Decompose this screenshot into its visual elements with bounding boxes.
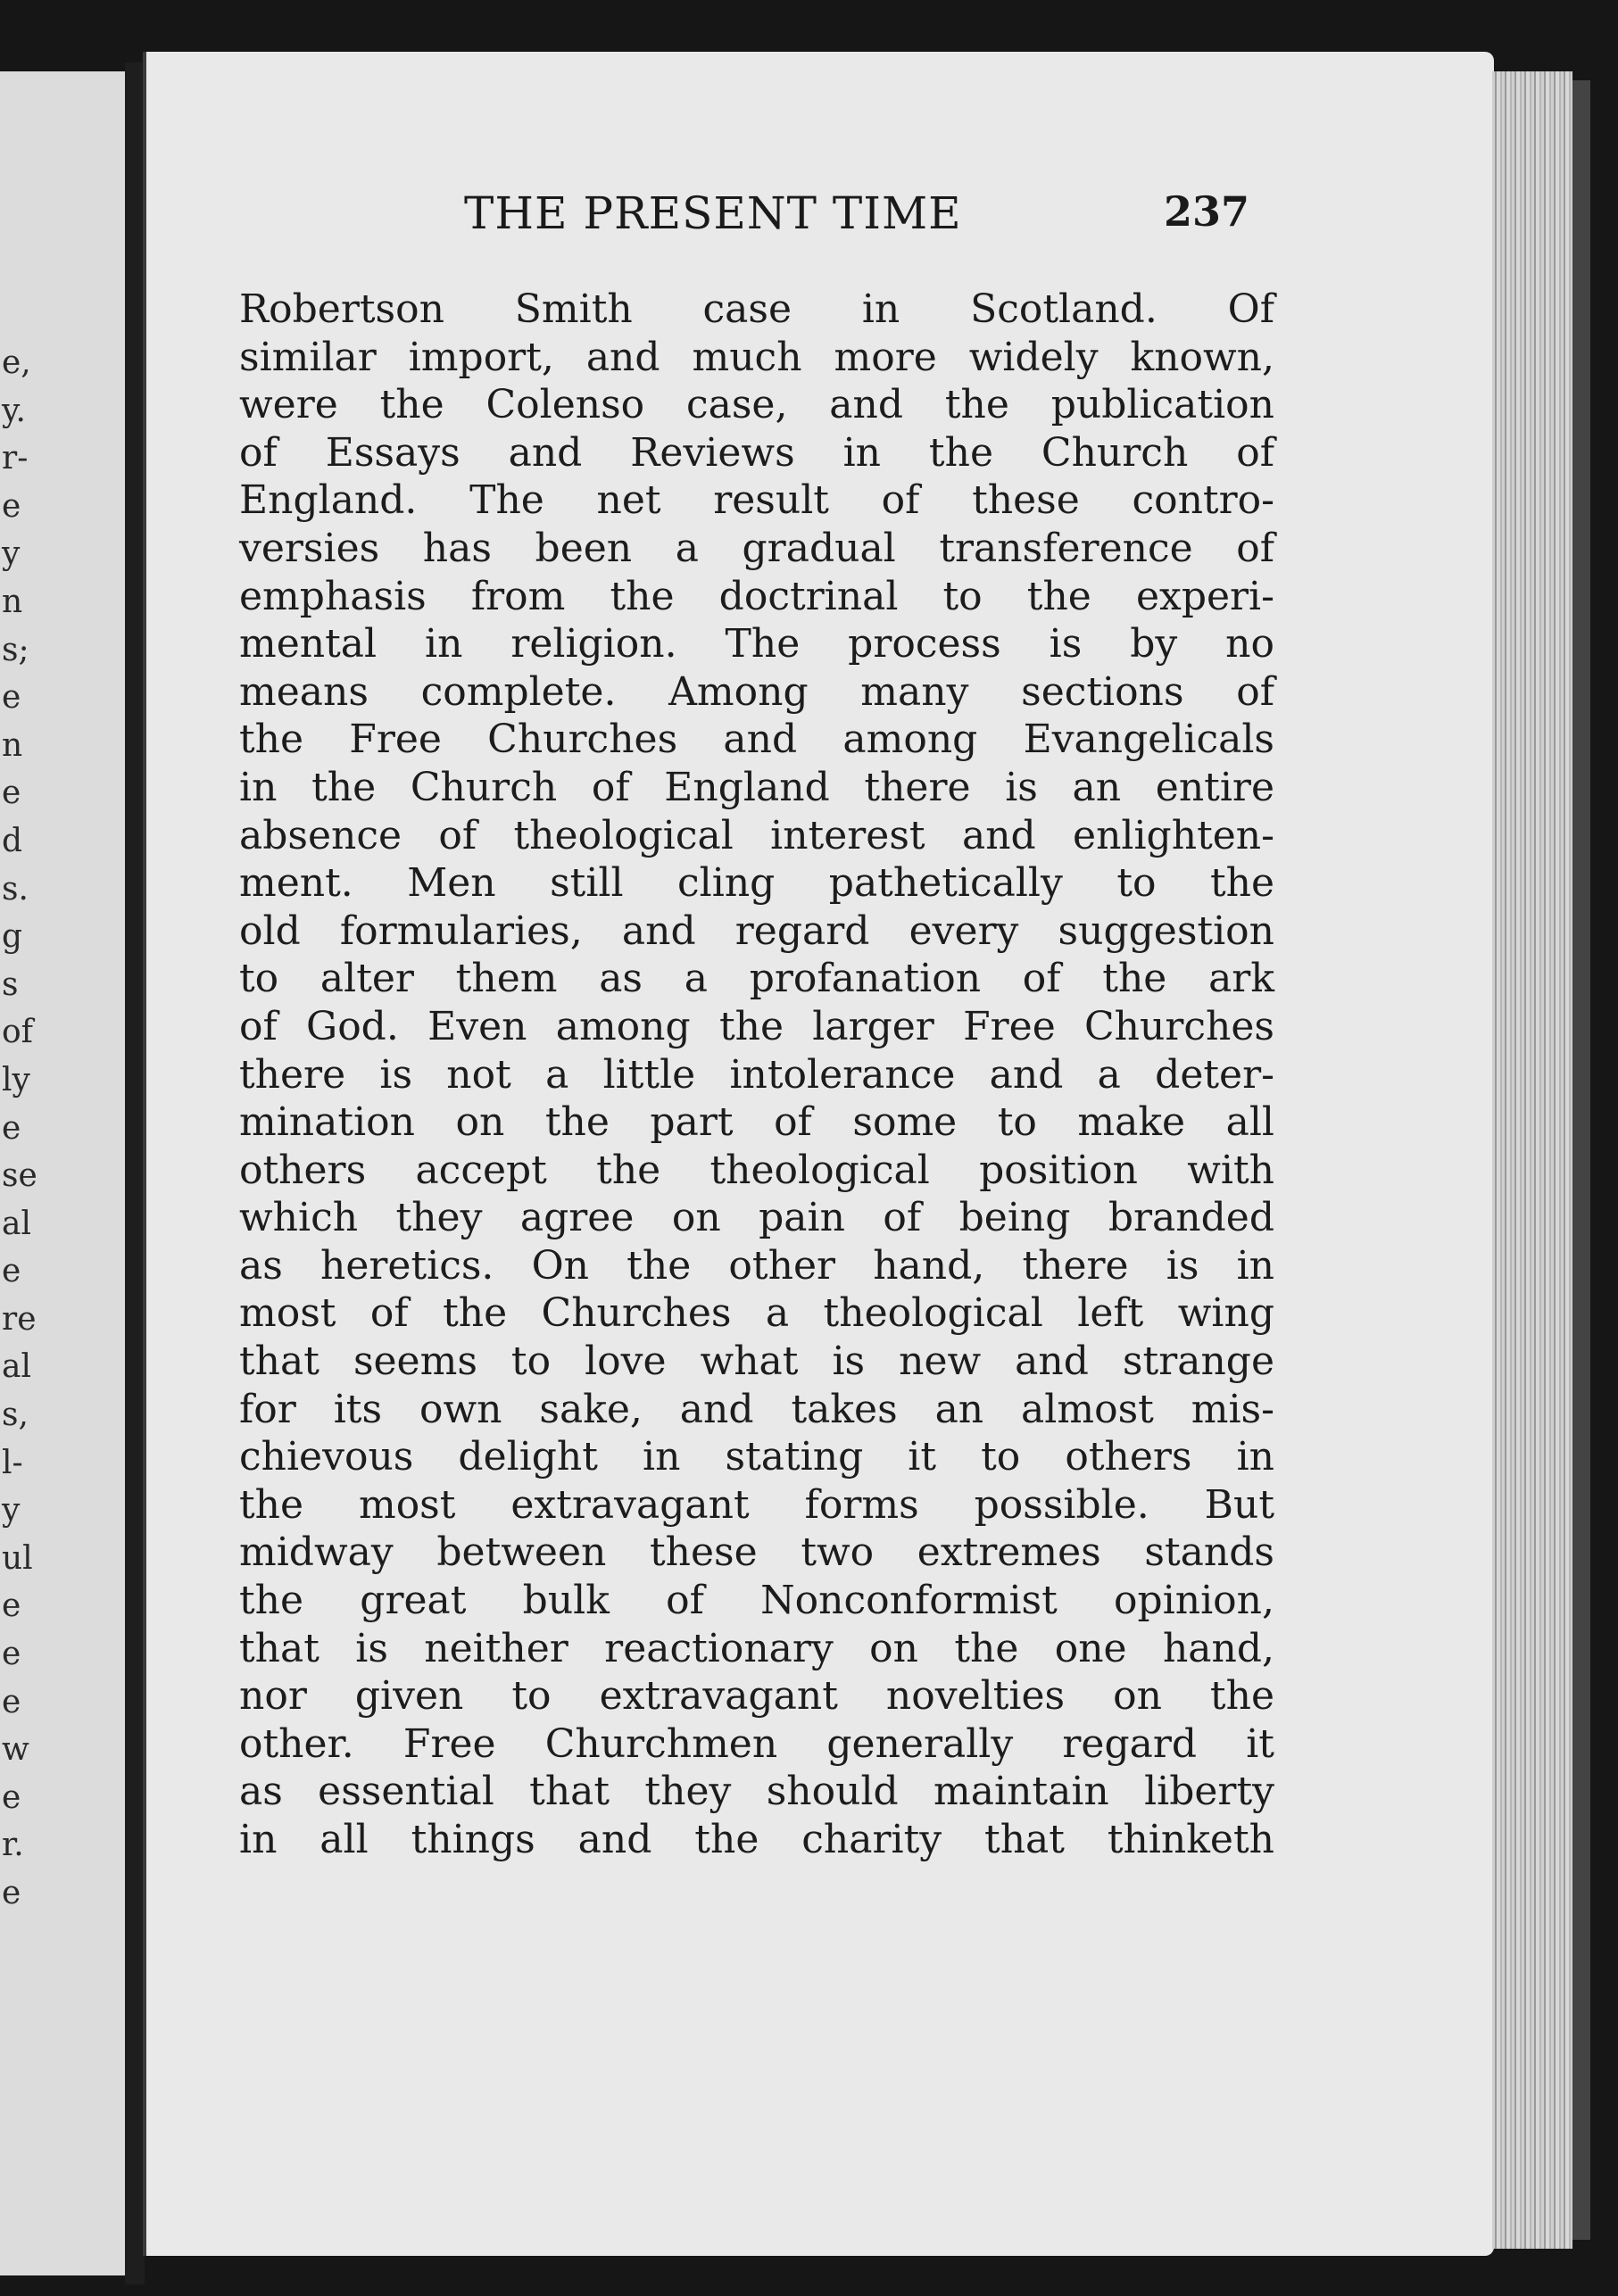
text-line: were the Colenso case, and the publication bbox=[239, 382, 1274, 428]
facing-page-fragment: w bbox=[2, 1731, 29, 1769]
text-line: old formularies, and regard every suggestion bbox=[239, 908, 1274, 954]
facing-page-fragment: l- bbox=[2, 1444, 23, 1481]
text-line: chievous delight in stating it to others in bbox=[239, 1434, 1274, 1480]
facing-page-fragment: d bbox=[2, 822, 23, 859]
text-line: the Free Churches and among Evangelicals bbox=[239, 717, 1274, 763]
facing-page-fragment: ly bbox=[2, 1061, 30, 1098]
facing-page-fragment: s, bbox=[2, 1397, 29, 1434]
facing-page-fragment: y. bbox=[2, 392, 26, 429]
facing-page-fragment: n bbox=[2, 726, 23, 764]
facing-page-fragment: e bbox=[2, 1778, 21, 1816]
facing-page-fragment: re bbox=[2, 1300, 37, 1338]
text-line: that is neither reactionary on the one hand, bbox=[239, 1625, 1274, 1671]
text-line: as heretics. On the other hand, there is in bbox=[239, 1242, 1274, 1289]
book-cover-edge bbox=[1572, 80, 1590, 2240]
facing-page-line-ends bbox=[2, 339, 37, 1918]
text-line: other. Free Churchmen generally regard it bbox=[239, 1720, 1274, 1767]
body-text bbox=[239, 286, 1274, 1864]
facing-page bbox=[0, 71, 125, 2275]
page-edges bbox=[1492, 71, 1572, 2249]
text-line: in the Church of England there is an entire bbox=[239, 764, 1274, 810]
facing-page-fragment: e bbox=[2, 1636, 21, 1673]
text-line: there is not a little intolerance and a deter- bbox=[239, 1051, 1274, 1098]
book-gutter bbox=[125, 62, 145, 2284]
facing-page-fragment: g bbox=[2, 918, 23, 956]
text-line: emphasis from the doctrinal to the experi- bbox=[239, 573, 1274, 619]
facing-page-fragment: e bbox=[2, 1587, 21, 1625]
facing-page-fragment: n bbox=[2, 583, 23, 620]
text-line: that seems to love what is new and strange bbox=[239, 1339, 1274, 1385]
text-line: most of the Churches a theological left wing bbox=[239, 1290, 1274, 1337]
page-number: 237 bbox=[1163, 187, 1249, 236]
facing-page-fragment: r. bbox=[2, 1827, 24, 1864]
text-line: for its own sake, and takes an almost mis- bbox=[239, 1386, 1274, 1432]
facing-page-fragment: e bbox=[2, 775, 21, 812]
text-line: absence of theological interest and enlighten- bbox=[239, 812, 1274, 858]
facing-page-fragment: e bbox=[2, 487, 21, 525]
facing-page-fragment: e, bbox=[2, 344, 31, 381]
text-line: mental in religion. The process is by no bbox=[239, 621, 1274, 667]
text-line: means complete. Among many sections of bbox=[239, 668, 1274, 715]
text-line: to alter them as a profanation of the ark bbox=[239, 956, 1274, 1002]
facing-page-fragment: r- bbox=[2, 440, 29, 477]
text-line: others accept the theological position with bbox=[239, 1147, 1274, 1193]
facing-page-fragment: e bbox=[2, 1875, 21, 1911]
facing-page-fragment: y bbox=[2, 535, 21, 573]
text-line: as essential that they should maintain liberty bbox=[239, 1769, 1274, 1815]
facing-page-fragment: e bbox=[2, 1253, 21, 1290]
text-line: which they agree on pain of being branded bbox=[239, 1195, 1274, 1241]
facing-page-fragment: e bbox=[2, 1109, 21, 1147]
page-header bbox=[446, 187, 1249, 250]
text-line: of God. Even among the larger Free Churches bbox=[239, 1003, 1274, 1049]
text-line: Robertson Smith case in Scotland. Of bbox=[239, 286, 1274, 332]
facing-page-fragment: e bbox=[2, 679, 21, 717]
text-line: ment. Men still cling pathetically to the bbox=[239, 860, 1274, 907]
facing-page-fragment: y bbox=[2, 1492, 21, 1529]
text-line: nor given to extravagant novelties on the bbox=[239, 1673, 1274, 1720]
text-line: England. The net result of these contro- bbox=[239, 477, 1274, 524]
text-line: mination on the part of some to make all bbox=[239, 1099, 1274, 1146]
facing-page-fragment: al bbox=[2, 1348, 31, 1386]
facing-page-fragment: ul bbox=[2, 1539, 33, 1577]
facing-page-fragment: al bbox=[2, 1205, 31, 1242]
facing-page-fragment: s. bbox=[2, 870, 29, 908]
text-line: similar import, and much more widely known, bbox=[239, 334, 1274, 380]
text-line: versies has been a gradual transference of bbox=[239, 525, 1274, 571]
facing-page-fragment: e bbox=[2, 1683, 21, 1720]
text-line: of Essays and Reviews in the Church of bbox=[239, 429, 1274, 476]
text-line: in all things and the charity that thinketh bbox=[239, 1817, 1274, 1862]
facing-page-fragment: s bbox=[2, 966, 19, 1003]
facing-page-fragment: of bbox=[2, 1014, 33, 1051]
text-line: midway between these two extremes stands bbox=[239, 1529, 1274, 1576]
facing-page-fragment: se bbox=[2, 1157, 37, 1195]
facing-page-fragment: s; bbox=[2, 631, 29, 668]
running-title: THE PRESENT TIME bbox=[464, 187, 962, 239]
text-line: the great bulk of Nonconformist opinion, bbox=[239, 1578, 1274, 1624]
text-line: the most extravagant forms possible. But bbox=[239, 1481, 1274, 1528]
